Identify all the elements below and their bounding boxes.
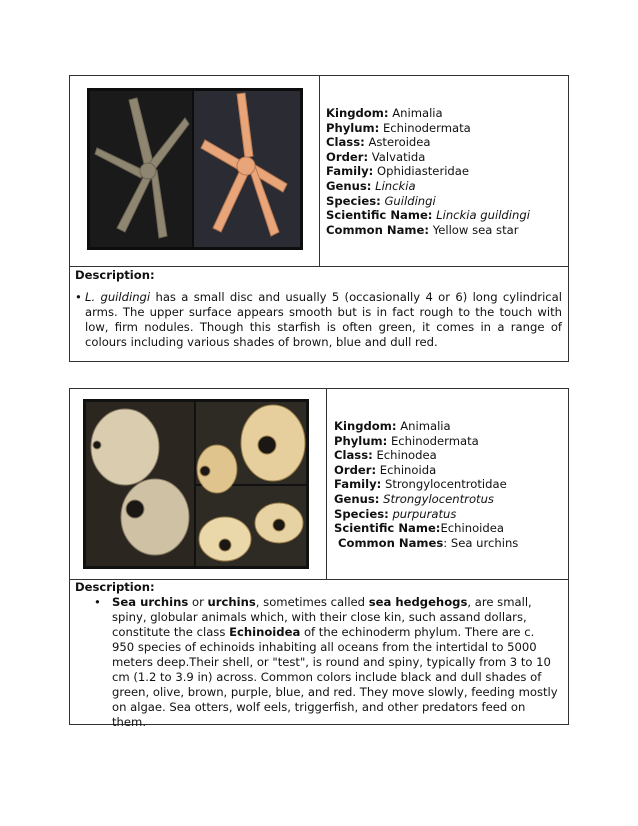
bullet: • [75, 290, 82, 304]
order-row: Order: Echinoida [334, 462, 437, 477]
kingdom-row: Kingdom: Animalia [334, 419, 451, 433]
phylum-row: Phylum: Echinodermata [326, 120, 471, 135]
column-divider [319, 76, 320, 266]
bullet: • [94, 595, 101, 609]
starfish-card [69, 75, 569, 362]
sea-urchin-card [69, 388, 569, 729]
common-name-row: Common Name: Yellow sea star [326, 222, 519, 237]
family-row: Family: Strongylocentrotidae [334, 477, 507, 492]
description-text: • Sea urchins or urchins, sometimes called sea hedgehogs, are small, spiny, globular animals which, with their close kin, such assand dollars, constitute the class Echinoidea of the echinoderm phylum. There are c. 950 species of echinoids inhabiting all oceans from the intertidal to 5000 meters deep.Their shell, or "test", is round and spiny, typically from 3 to 10 cm (1.2 to 3.9 in) across. Common colors include black and dull shades of green, olive, brown, purple, blue, and red. They move slowly, feeding mostly on algae. Sea otters, wolf eels, triggerfish, and other predators feed on them. [94, 595, 558, 729]
family-row: Family: Ophidiasteridae [326, 164, 470, 179]
genus-row: Genus: Linckia [326, 178, 416, 193]
order-row: Order: Valvatida [326, 149, 426, 164]
kingdom-row: Kingdom: Animalia [326, 106, 443, 120]
sea-urchin-illustration [83, 399, 309, 569]
scientific-name-row: Scientific Name: Linckia guildingi [326, 208, 530, 223]
starfish-illustration [87, 88, 303, 250]
genus-row: Genus: Strongylocentrotus [334, 491, 494, 506]
taxonomy-list [334, 419, 518, 550]
column-divider [326, 389, 327, 579]
species-row: Species: Guildingi [326, 193, 436, 208]
class-row: Class: Echinodea [334, 448, 437, 463]
class-row: Class: Asteroidea [326, 135, 431, 150]
sea-urchin-photo [83, 399, 309, 569]
description-heading: Description: [75, 580, 155, 594]
description-heading: Description: [75, 268, 155, 282]
scientific-name-row: Scientific Name:Echinoidea [334, 521, 504, 536]
taxonomy-list [326, 106, 530, 237]
starfish-photo [87, 88, 303, 250]
description-text: • L. guildingi has a small disc and usually 5 (occasionally 4 or 6) long cylindrical arms. The upper surface appears smooth but is in fact rough to the touch with low, firm nodules. Though this starfish is often green, it comes in a range of colours including various shades of brown, blue and dull red. [75, 290, 562, 349]
common-name-row: Common Names: Sea urchins [338, 535, 519, 550]
phylum-row: Phylum: Echinodermata [334, 433, 479, 448]
species-row: Species: purpuratus [334, 506, 457, 521]
